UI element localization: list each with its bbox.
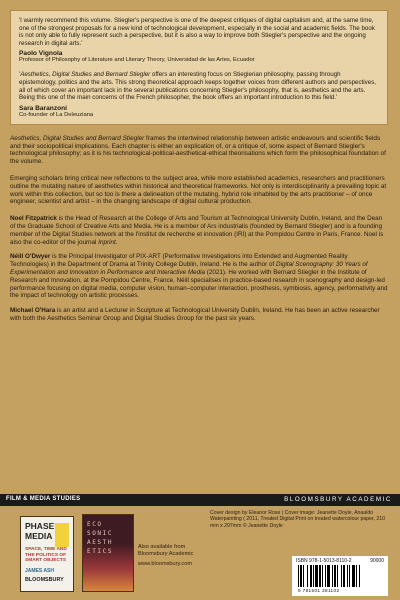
book2-title-line-2: SONIC [87,530,114,537]
book2-title-line-3: AESTH [87,539,114,546]
endorsement-quote-1: 'I warmly recommend this volume. Stiegler's perspective is one of the deepest critiques of digital capitalism and, at the same time, one of the strongest proposals for a new kind of technological development, especially in the social and academic fields. The book is not only able to fully represent such a perspective, but it is also a way to improve both Stiegler's perspective and the ongoing research in digital arts.' [19,17,375,47]
endorser-name-1: Paolo Vignola [19,50,63,58]
bio-noel-fitzpatrick [10,215,388,246]
endorsement-quote-2-text: offers an interesting focus on Stieglerian philosophy, passing through epistemology, politics and the arts. This strong theoretical approach keeps together voices from different authors and perspectives, all of which cover an important lack in the several publications concerning Stiegler's philosophy, that is, aesthetics and the arts. Being this one of the main concerns of the French philosopher, the book offers an important introduction to this field.' [19,71,377,102]
cover-content [10,10,388,330]
bio-michael-ohara [10,307,388,323]
price-code: 90000 [370,558,384,564]
cover-credits: Cover design by Eleanor Rose | Cover image: Jeanette Doyle, Anaaldo Waterpainting ( 2011, Treated Digital Print on treated watercolour paper, 210 mm x 297mm © Jeanette Doyle [210,510,386,529]
endorser-name-2: Sara Baranzoni [19,104,68,112]
book1-title-line-1: PHASE [25,521,55,531]
publisher-url: www.bloomsbury.com [138,561,192,567]
barcode-digits: 9 781501 381102 [298,588,340,593]
category-bar [0,494,400,506]
isbn-label: ISBN 978-1-5013-8110-2 [296,558,352,564]
bio-name-neill: Néill O'Dwyer [10,253,51,261]
publisher-label: BLOOMSBURY ACADEMIC [284,496,392,503]
also-available-text: Also available from Bloomsbury Academic [138,544,194,557]
description-paragraph-2: Emerging scholars bring critical new reflections to the subject area, while more established academics, researchers and practitioners outline the mutating nature of aesthetics within historical and theoretical frameworks. Not only is interdisciplinarity a prevailing topic at work within this collection, but so too is there a delineation of the mutating, hybrid role inhabited by the arts practitioner – of once engineer, scientist and artist – in the changing landscape of digital cultural production. [10,174,387,206]
book1-author: JAMES ASH [25,568,54,574]
barcode-icon [298,565,382,587]
bio-text-michael: is an artist and a Lecturer in Sculpture at Technological University Dublin, Ireland. He has been an active researcher with both the Aesthetics Seminar Group and Digital Studies Group for the past six years. [10,307,380,322]
bio-name-noel: Noel Fitzpatrick [10,215,57,223]
book1-subtitle: SPACE, TIME AND THE POLITICS OF SMART OBJECTS [25,547,67,563]
book-cover-accent [55,523,69,547]
bio-book-title-neill: Digital Scenography: 30 Years of Experimentation and Innovation in Performance and Interactive Media [10,261,368,276]
endorser-role-2: Co-founder of La Deleuziana [19,111,94,118]
book2-title-line-4: ETICS [87,548,114,555]
bio-name-michael: Michael O'Hara [10,307,56,315]
bio-text-neill-1: is the Principal Investigator of PIX-ART (Performative Investigations into Extended and Augmented Reality Technologies) in the Department of Drama at Trinity College Dublin, Ireland. He is the author of [10,253,348,269]
barcode-box [292,556,388,596]
bio-journal-title: Inprint [98,238,116,246]
category-label: FILM & MEDIA STUDIES [6,496,81,502]
endorser-role-1: Professor of Philosophy of Literature and Literary Theory, Universidad de las Artes, Ecuador [19,57,255,64]
description-book-title: Aesthetics, Digital Studies and Bernard Stiegler [10,134,145,142]
bio-text-noel: is the Head of Research at the College of Arts and Tourism at Technological University Dublin, Ireland, and the Dean of the Graduate School of Creative Arts and Media. He is a member of Ars industrialis (founded by Bernard Stiegler) and is a founding member of the Digital Studies network at the l'institut de recherche et innovation (IRI) at the Pompidou Centre in Paris, France. Noel is also the co-editor of the journal [10,215,384,246]
description-paragraph-1 [10,135,388,166]
book2-title-line-1: ECO [87,521,103,528]
bio-neill-odwyer [10,253,388,300]
also-available [138,544,202,568]
book-thumbnail-eco-sonic-aesthetics [82,514,134,592]
endorsement-box [10,10,388,125]
book1-publisher: BLOOMSBURY [25,577,64,583]
description-paragraph-1-text: frames the intertwined relationship between artistic endeavours and scientific fields and their sociopolitical implications. Each chapter is either an explication of, or a critique of, some aspect of Bernard Stiegler's technological philosophy; as it is his technological-political-aesthetical-ethical theorisations which form the philosophical foundation of the volume. [10,134,386,166]
endorsement-quote-2: 'Aesthetics, Digital Studies and Bernard Stiegler offers an interesting focus on Stieglerian philosophy, passing through epistemology, politics and the arts. This strong theoretical approach keeps together voices from different authors and perspectives, all of which cover an important lack in the several publications concerning Stiegler's philosophy, that is, aesthetics and the arts. Being this one of the main concerns of the French philosopher, the book offers an important introduction to this field.' [19,71,377,102]
bio-text-neill-2: (2021). He worked with Bernard Stiegler in the Institute of Research and Innovation, at the Pompidou Centre, France. Néill specialises in practice-based research in scenography and design-led performance focusing on digital media, computer vision, human–computer interaction, prosthesis, symbiosis, agency, performativity and the impact of technology on artistic processes. [10,268,388,300]
book-thumbnail-phase-media [20,516,74,592]
bottom-section [0,506,400,600]
bio-end-noel: . [115,238,118,246]
book1-title-line-2: MEDIA [25,531,53,541]
endorsement-book-title: Aesthetics, Digital Studies and Bernard Stiegler [20,71,151,79]
